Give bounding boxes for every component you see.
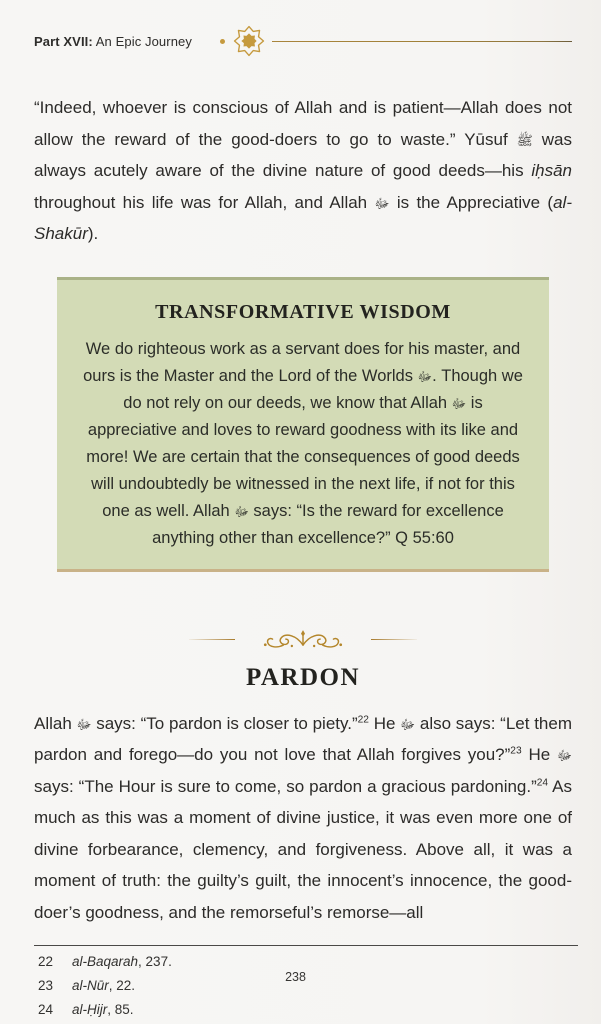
footnote-number: 24 [38, 1002, 54, 1017]
footnote-24 [34, 1002, 572, 1018]
text-run-italic: iḥsān [531, 161, 572, 180]
text-run: throughout his life was for Allah, and Allah [34, 192, 375, 212]
text-run: ). [87, 224, 99, 243]
footnote-22 [34, 954, 572, 970]
transformative-wisdom-box [57, 277, 549, 572]
text-run-sup: 23 [510, 745, 522, 757]
header-rule [272, 41, 572, 42]
eight-pointed-star-icon [232, 24, 266, 58]
footnote-detail: , 22. [108, 978, 136, 993]
text-run-italic: al-Shakūr [34, 192, 572, 243]
text-run-honorific: ﷻ [76, 716, 92, 732]
part-number: Part XVII: [34, 33, 93, 49]
text-run: also says: “Let them pardon and forego—do you not love that Allah forgives you?” [34, 713, 572, 764]
text-run: Allah [34, 713, 77, 733]
wisdom-box-body [79, 336, 527, 552]
gold-dot-icon [220, 39, 225, 44]
footnote-source: al-Ḥijr [72, 1002, 108, 1017]
text-run-honorific: ﷻ [451, 395, 467, 411]
text-run-honorific: ﷺ [516, 132, 533, 148]
footnote-number: 23 [38, 978, 54, 993]
text-run: was always acutely aware of the divine nature of good deeds—his [34, 129, 572, 180]
text-run: He [521, 745, 558, 764]
part-title: An Epic Journey [92, 33, 192, 49]
text-run: says: “The Hour is sure to come, so pardon a gracious pardoning.” [34, 776, 537, 796]
divider-line-right [371, 639, 417, 641]
footnote-detail: , 85. [107, 1002, 134, 1017]
footnote-source: al-Nūr [72, 978, 109, 993]
part-heading [34, 34, 192, 49]
footnote-source: al-Baqarah [72, 954, 139, 969]
text-run-honorific: ﷻ [557, 748, 572, 763]
page-number: 238 [285, 970, 306, 984]
text-run-honorific: ﷻ [417, 368, 433, 384]
footnote-number: 22 [38, 954, 54, 969]
text-run: We do righteous work as a servant does for his master, and ours is the Master and the Lord of the Worlds [83, 339, 521, 385]
text-run: says: “Is the reward for excellence anything other than excellence?” Q 55:60 [152, 501, 504, 547]
text-run: says: “To pardon is closer to piety.” [91, 713, 358, 733]
footnote-text [72, 954, 172, 970]
text-run-honorific: ﷻ [234, 503, 249, 519]
text-run: As much as this was a moment of divine justice, it was even more one of divine forbearance, clemency, and forgiveness. Above all, it was a moment of truth: the guilty’s guilt, the innocent’s innocence, the good-doer’s goodness, and the remorseful’s remorse—all [34, 776, 572, 922]
text-run: . Though we do not rely on our deeds, we know that Allah [123, 366, 523, 412]
text-run-sup: 22 [357, 713, 369, 725]
header-ornament [220, 24, 266, 58]
text-run: “Indeed, whoever is conscious of Allah and is patient—Allah does not allow the reward of the good-doers to go to waste.” Yūsuf [34, 98, 572, 149]
body-paragraph-ihsan [34, 92, 572, 250]
section-title-pardon: PARDON [245, 663, 361, 691]
text-run-sup: 24 [536, 776, 549, 788]
wisdom-box-title: TRANSFORMATIVE WISDOM [155, 300, 451, 323]
section-divider [34, 626, 572, 654]
text-run-honorific: ﷻ [400, 716, 416, 732]
footnote-divider-rule [34, 945, 578, 946]
filigree-flourish-icon [235, 626, 371, 654]
footnote-text [72, 1002, 134, 1018]
divider-line-left [189, 639, 235, 641]
text-run-honorific: ﷻ [374, 195, 390, 211]
text-run: is the Appreciative ( [389, 192, 554, 212]
text-run: is appreciative and loves to reward goodness with its like and more! We are certain that the consequences of good deeds will undoubtedly be witnessed in the next life, if not for this one as well. Allah [86, 393, 520, 520]
text-run: He [368, 713, 401, 733]
running-head [34, 30, 572, 52]
footnote-detail: , 237. [138, 954, 172, 969]
body-paragraph-pardon [34, 708, 572, 929]
